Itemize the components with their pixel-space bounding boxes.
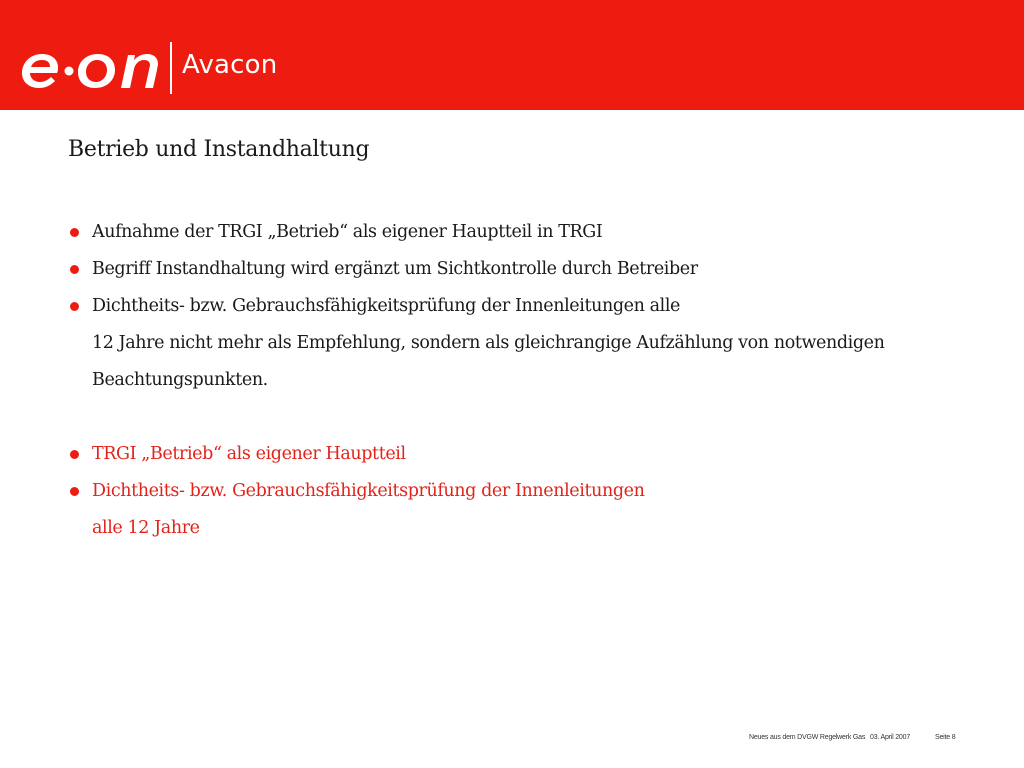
bullet-item	[68, 251, 968, 288]
logo-divider	[170, 42, 172, 94]
footer-date: 03. April 2007	[870, 734, 911, 741]
bullet-text: TRGI „Betrieb“ als eigener Hauptteil	[92, 444, 406, 464]
bullet-dot-icon	[70, 302, 79, 311]
bullet-text: Beachtungspunkten.	[92, 370, 268, 390]
subsidiary-name: Avacon	[182, 50, 278, 80]
bullet-dot-icon	[70, 228, 79, 237]
eon-logo	[20, 46, 160, 90]
bullet-dot-icon	[70, 487, 79, 496]
bullet-list	[68, 214, 968, 547]
footer-source: Neues aus dem DVGW Regelwerk Gas	[749, 734, 866, 741]
bullet-item	[68, 288, 968, 399]
bullet-text: Begriff Instandhaltung wird ergänzt um Sichtkontrolle durch Betreiber	[92, 259, 698, 279]
slide-title: Betrieb und Instandhaltung	[68, 137, 370, 162]
bullet-text: Aufnahme der TRGI „Betrieb“ als eigener Hauptteil in TRGI	[92, 222, 603, 242]
bullet-item-highlight	[68, 436, 968, 473]
header-bar	[0, 0, 1024, 110]
bullet-text: alle 12 Jahre	[92, 518, 200, 538]
bullet-spacer	[68, 399, 968, 436]
footer-page-number: Seite 8	[935, 734, 956, 741]
bullet-text: Dichtheits- bzw. Gebrauchsfähigkeitsprüfung der Innenleitungen	[92, 481, 645, 501]
bullet-dot-icon	[70, 450, 79, 459]
bullet-dot-icon	[70, 265, 79, 274]
bullet-text: 12 Jahre nicht mehr als Empfehlung, sondern als gleichrangige Aufzählung von notwendigen	[92, 333, 885, 353]
bullet-text: Dichtheits- bzw. Gebrauchsfähigkeitsprüfung der Innenleitungen alle	[92, 296, 680, 316]
bullet-item-highlight	[68, 473, 968, 547]
bullet-item	[68, 214, 968, 251]
